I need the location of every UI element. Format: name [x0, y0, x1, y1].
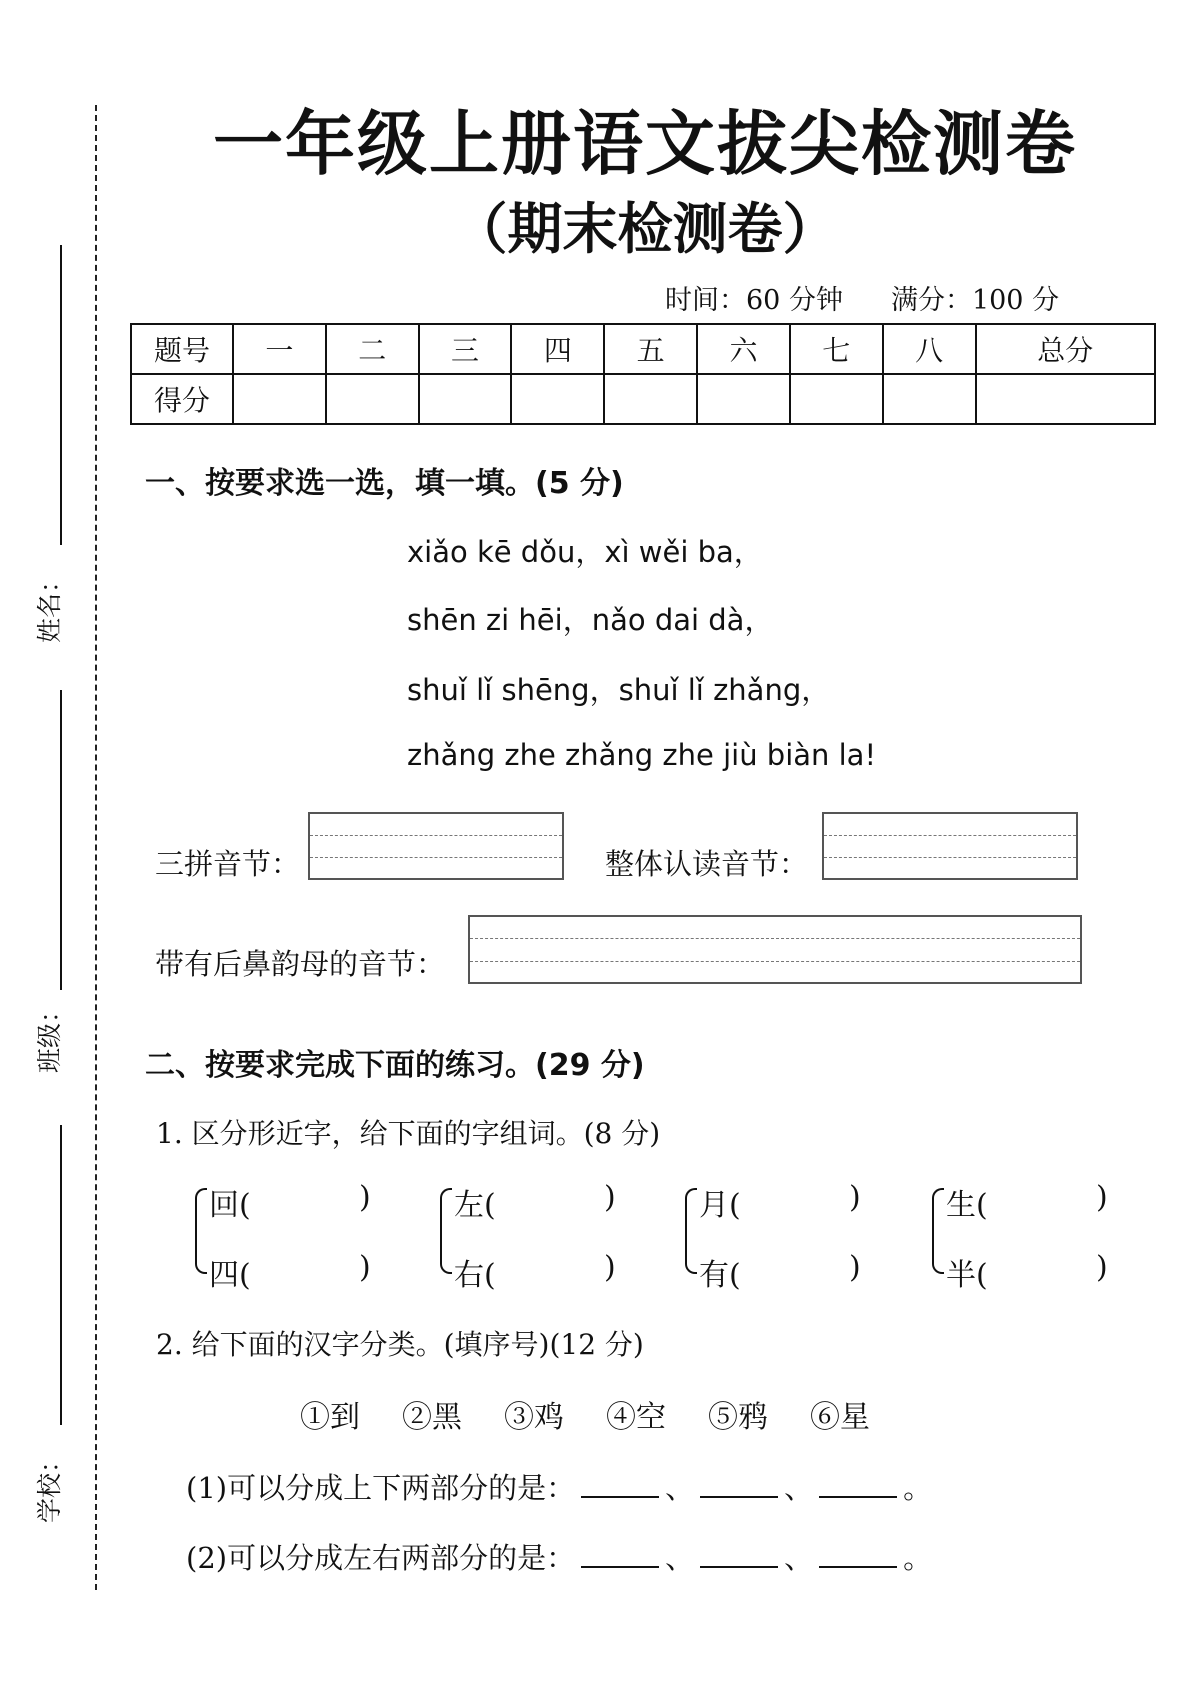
class-label: 班级：	[35, 997, 64, 1073]
answer-blank[interactable]: )	[1096, 1250, 1108, 1285]
score-cell[interactable]	[233, 374, 326, 424]
char-prompt: 右(	[454, 1258, 496, 1293]
brace-icon	[685, 1188, 697, 1274]
sub-question-2: (2)可以分成左右两部分的是： 、 、 。	[186, 1541, 933, 1575]
option: ⑤鸦	[708, 1400, 768, 1435]
sub-question-1: (1)可以分成上下两部分的是： 、 、 。	[186, 1471, 933, 1505]
school-field-line[interactable]	[60, 1125, 62, 1425]
houbi-answer-box[interactable]	[468, 915, 1082, 984]
similar-char-pair	[195, 1180, 415, 1293]
option: ④空	[606, 1400, 666, 1435]
similar-char-pair	[440, 1180, 660, 1293]
column-header: 总分	[976, 324, 1156, 374]
zhengti-label: 整体认读音节：	[605, 847, 809, 881]
answer-blank[interactable]	[700, 1470, 778, 1498]
char-prompt: 回(	[209, 1188, 251, 1223]
name-label: 姓名：	[35, 567, 64, 643]
table-row-scores	[131, 374, 1155, 424]
question-1-prompt: 1. 区分形近字，给下面的字组词。(8 分)	[156, 1117, 661, 1150]
row-header: 题号	[131, 324, 233, 374]
column-header: 七	[790, 324, 883, 374]
answer-blank[interactable]: )	[604, 1250, 616, 1285]
zhengti-answer-box[interactable]	[822, 812, 1078, 880]
answer-blank[interactable]	[819, 1540, 897, 1568]
score-cell[interactable]	[976, 374, 1156, 424]
brace-icon	[195, 1188, 207, 1274]
answer-blank[interactable]: )	[359, 1250, 371, 1285]
score-cell[interactable]	[697, 374, 790, 424]
score-cell[interactable]	[326, 374, 419, 424]
answer-blank[interactable]: )	[849, 1250, 861, 1285]
answer-blank[interactable]	[581, 1540, 659, 1568]
page-title: 一年级上册语文拔尖检测卷	[213, 103, 1077, 185]
char-prompt: 左(	[454, 1188, 496, 1223]
column-header: 四	[511, 324, 604, 374]
answer-blank[interactable]: )	[359, 1180, 371, 1215]
char-prompt: 半(	[946, 1258, 988, 1293]
houbi-label: 带有后鼻韵母的音节：	[155, 947, 446, 981]
char-prompt: 有(	[699, 1258, 741, 1293]
answer-blank[interactable]: )	[849, 1180, 861, 1215]
column-header: 六	[697, 324, 790, 374]
exam-meta	[665, 278, 1059, 317]
similar-char-pair	[932, 1180, 1152, 1293]
column-header: 二	[326, 324, 419, 374]
column-header: 三	[419, 324, 512, 374]
option: ①到	[300, 1400, 360, 1435]
score-cell[interactable]	[883, 374, 976, 424]
brace-icon	[440, 1188, 452, 1274]
pinyin-line: shēn zi hēi，nǎo dai dà，	[407, 603, 774, 637]
column-header: 一	[233, 324, 326, 374]
option: ②黑	[402, 1400, 462, 1435]
class-field-line[interactable]	[60, 690, 62, 990]
score-cell[interactable]	[604, 374, 697, 424]
char-prompt: 生(	[946, 1188, 988, 1223]
answer-blank[interactable]	[581, 1470, 659, 1498]
sanpin-answer-box[interactable]	[308, 812, 564, 880]
option: ⑥星	[810, 1400, 870, 1435]
char-prompt: 四(	[209, 1258, 251, 1293]
score-cell[interactable]	[790, 374, 883, 424]
answer-blank[interactable]: )	[1096, 1180, 1108, 1215]
answer-blank[interactable]	[819, 1470, 897, 1498]
answer-blank[interactable]	[700, 1540, 778, 1568]
brace-icon	[932, 1188, 944, 1274]
row-header: 得分	[131, 374, 233, 424]
sub-question-label: (2)可以分成左右两部分的是：	[186, 1541, 576, 1575]
sanpin-label: 三拼音节：	[155, 847, 301, 881]
pinyin-line: shuǐ lǐ shēng，shuǐ lǐ zhǎng，	[407, 673, 831, 707]
sub-question-label: (1)可以分成上下两部分的是：	[186, 1471, 576, 1505]
column-header: 五	[604, 324, 697, 374]
cut-line	[95, 105, 97, 1590]
score-table	[130, 323, 1156, 425]
school-label: 学校：	[35, 1447, 64, 1523]
score-cell[interactable]	[511, 374, 604, 424]
pinyin-line: xiǎo kē dǒu，xì wěi ba，	[407, 535, 763, 569]
score-cell[interactable]	[419, 374, 512, 424]
pinyin-line: zhǎng zhe zhǎng zhe jiù biàn la!	[407, 738, 877, 772]
page-subtitle: （期末检测卷）	[452, 197, 838, 261]
column-header: 八	[883, 324, 976, 374]
char-options	[300, 1392, 912, 1436]
option: ③鸡	[504, 1400, 564, 1435]
section-2-heading: 二、按要求完成下面的练习。(29 分)	[145, 1048, 645, 1083]
name-field-line[interactable]	[60, 245, 62, 545]
table-row-question-numbers	[131, 324, 1155, 374]
section-1-heading: 一、按要求选一选，填一填。(5 分)	[145, 466, 624, 501]
similar-char-pair	[685, 1180, 905, 1293]
time-limit: 时间：60 分钟	[665, 285, 843, 316]
char-prompt: 月(	[699, 1188, 741, 1223]
full-score: 满分：100 分	[890, 285, 1060, 316]
question-2-prompt: 2. 给下面的汉字分类。(填序号)(12 分)	[156, 1328, 644, 1361]
answer-blank[interactable]: )	[604, 1180, 616, 1215]
